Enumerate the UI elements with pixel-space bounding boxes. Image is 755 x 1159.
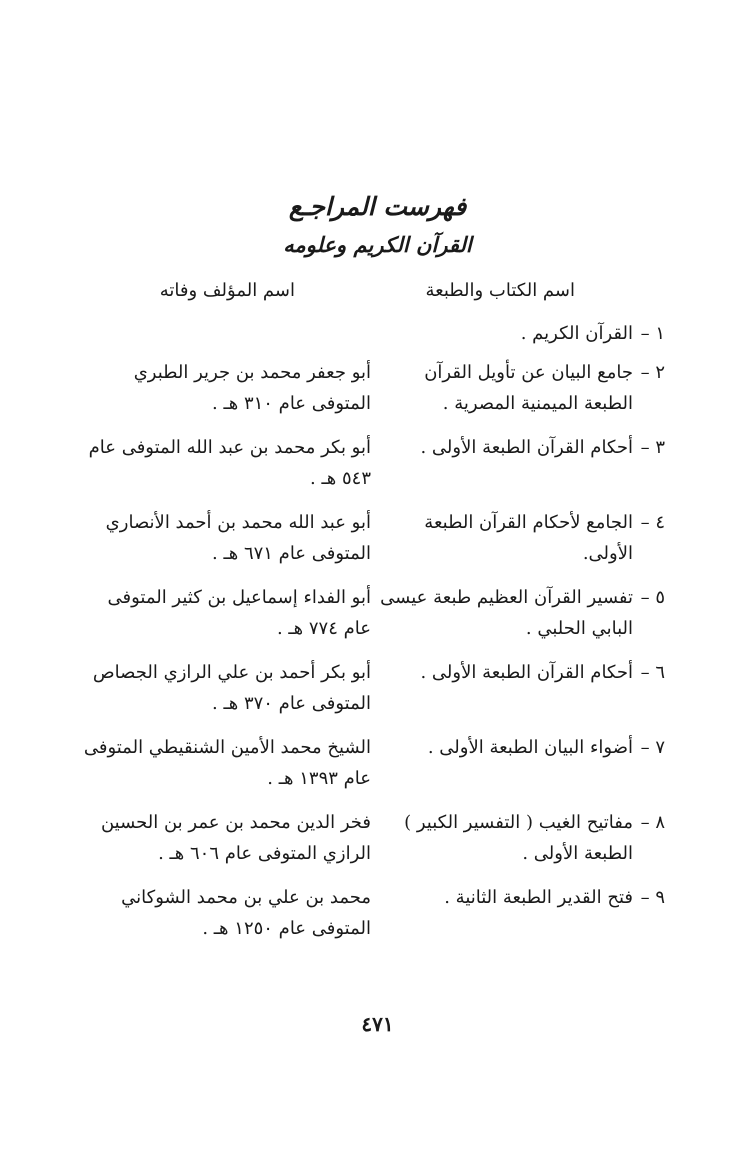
page-title: فهرست المراجـع: [288, 192, 467, 221]
entry-author: فخر الدين محمد بن عمر بن الحسين الرازي المتوفى عام ٦٠٦ هـ .: [100, 812, 371, 864]
reference-entry: [80, 582, 665, 644]
references-list: [80, 318, 665, 944]
entry-author: الشيخ محمد الأمين الشنقيطي المتوفى عام ١٣٩٣ هـ .: [83, 737, 371, 789]
reference-entry: [80, 807, 665, 869]
column-header-author: اسم المؤلف وفاته: [159, 280, 295, 301]
entry-number: ٨ –: [640, 812, 665, 833]
reference-entry: [80, 732, 665, 794]
entry-author: أبو جعفر محمد بن جرير الطبري المتوفى عام ٣١٠ هـ .: [133, 362, 371, 414]
entry-book: أحكام القرآن الطبعة الأولى .: [420, 662, 633, 683]
entry-author: أبو الفداء إسماعيل بن كثير المتوفى عام ٧٧٤ هـ .: [107, 587, 371, 639]
entry-author: محمد بن علي بن محمد الشوكاني المتوفى عام ١٢٥٠ هـ .: [121, 887, 371, 939]
entry-number: ٣ –: [640, 437, 665, 458]
reference-entry: [80, 657, 665, 719]
entry-book: فتح القدير الطبعة الثانية .: [444, 887, 633, 908]
entry-book: أحكام القرآن الطبعة الأولى .: [420, 437, 633, 458]
reference-entry: [80, 507, 665, 569]
reference-entry: [80, 882, 665, 944]
entry-number: ٢ –: [640, 362, 665, 383]
entry-number: ٦ –: [640, 662, 665, 683]
entry-book: جامع البيان عن تأويل القرآن الطبعة الميمنية المصرية .: [424, 362, 633, 414]
section-subtitle: القرآن الكريم وعلومه: [283, 232, 472, 257]
entry-number: ٤ –: [640, 512, 665, 533]
entry-book: أضواء البيان الطبعة الأولى .: [427, 737, 633, 758]
reference-entry: [80, 318, 665, 349]
reference-entry: [80, 432, 665, 494]
entry-book: تفسير القرآن العظيم طبعة عيسى البابي الحلبي .: [380, 587, 633, 639]
page-number: ٤٧١: [361, 1012, 394, 1036]
entry-book: القرآن الكريم .: [520, 323, 633, 344]
entry-number: ٧ –: [640, 737, 665, 758]
entry-book: مفاتيح الغيب ( التفسير الكبير ) الطبعة الأولى .: [404, 812, 633, 864]
entry-number: ٩ –: [640, 887, 665, 908]
entry-number: ١ –: [640, 323, 665, 344]
entry-book: الجامع لأحكام القرآن الطبعة الأولى.: [424, 512, 633, 564]
column-header-book: اسم الكتاب والطبعة: [425, 280, 575, 301]
reference-entry: [80, 357, 665, 419]
entry-author: أبو عبد الله محمد بن أحمد الأنصاري المتوفى عام ٦٧١ هـ .: [105, 512, 371, 564]
entry-author: أبو بكر أحمد بن علي الرازي الجصاص المتوفى عام ٣٧٠ هـ .: [92, 662, 371, 714]
entry-author: أبو بكر محمد بن عبد الله المتوفى عام ٥٤٣ هـ .: [88, 437, 371, 489]
entry-number: ٥ –: [640, 587, 665, 608]
